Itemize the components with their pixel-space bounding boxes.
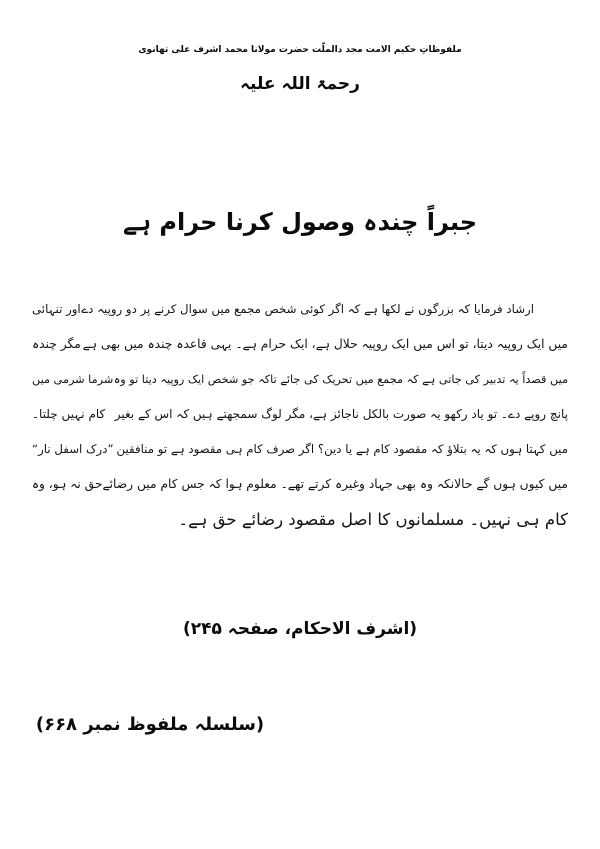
body-line <box>32 397 568 432</box>
body-line-segment: ”درک اسفل نار“ <box>32 442 114 456</box>
body-line <box>32 362 568 397</box>
body-line <box>32 467 568 502</box>
body-line-segment: میں ایک روپیہ دیتا، تو اس میں ایک روپیہ حلال ہے، ایک حرام ہے۔ یہی قاعدہ چندہ میں بھی ہے <box>82 337 568 351</box>
malfuz-serial-reference: (سلسلہ ملفوظ نمبر ۶۶۸) <box>35 714 265 735</box>
body-line-segment: کام نہیں چلتا۔ <box>32 407 106 421</box>
body-line-segment: شرما شرمی میں <box>32 373 114 386</box>
body-line <box>32 502 568 537</box>
body-line <box>32 327 568 362</box>
heading-block <box>0 204 600 240</box>
citation-block <box>0 618 600 639</box>
document-subtitle: رحمۃ اللہ علیہ <box>240 73 360 94</box>
body-line-segment: ارشاد فرمایا کہ بزرگوں نے لکھا ہے کہ اگر کوئی شخص مجمع میں سوال کرنے پر دو روپیہ دے <box>81 302 534 316</box>
body-line-segment: پانچ روپے دے۔ تو یاد رکھو یہ صورت بالکل ناجائز ہے، مگر لوگ سمجھتے ہیں کہ اس کے بغیر <box>114 407 568 421</box>
body-line <box>32 292 568 327</box>
body-line-segment: اور تنہائی <box>32 302 81 316</box>
footer-block <box>0 714 600 735</box>
section-heading: جبراً چندہ وصول کرنا حرام ہے <box>122 208 478 236</box>
body-line-segment: میں کہتا ہوں کہ یہ بتلاؤ کہ مقصود کام ہے یا دین؟ اگر صرف کام ہی مقصود ہے تو منافقین <box>116 442 568 456</box>
body-line-segment: میں قصداً یہ تدبیر کی جاتی ہے کہ مجمع میں تحریک کی جائے تاکہ جو شخص ایک روپیہ دیتا تو وہ <box>113 373 568 386</box>
title-block <box>0 44 600 97</box>
body-line-segment: میں کیوں ہوں گے حالانکہ وہ بھی جہاد وغیرہ کرتے تھے۔ معلوم ہوا کہ جس کام میں رضائے <box>102 477 568 491</box>
body-line-segment: کام ہی نہیں۔ مسلمانوں کا اصل مقصود رضائے حق ہے۔ <box>178 510 568 529</box>
body-line-segment: حق نہ ہو، وہ <box>31 477 103 491</box>
body-paragraph <box>32 292 568 537</box>
document-title: ملفوظاتِ حکیم الامت مجد دالملّت حضرت مولانا محمد اشرف علی تھانوی <box>138 45 462 55</box>
source-citation: (اشرف الاحکام، صفحہ ۲۴۵) <box>182 619 418 639</box>
body-line-segment: مگر چندہ <box>32 337 81 351</box>
body-line <box>32 432 568 467</box>
